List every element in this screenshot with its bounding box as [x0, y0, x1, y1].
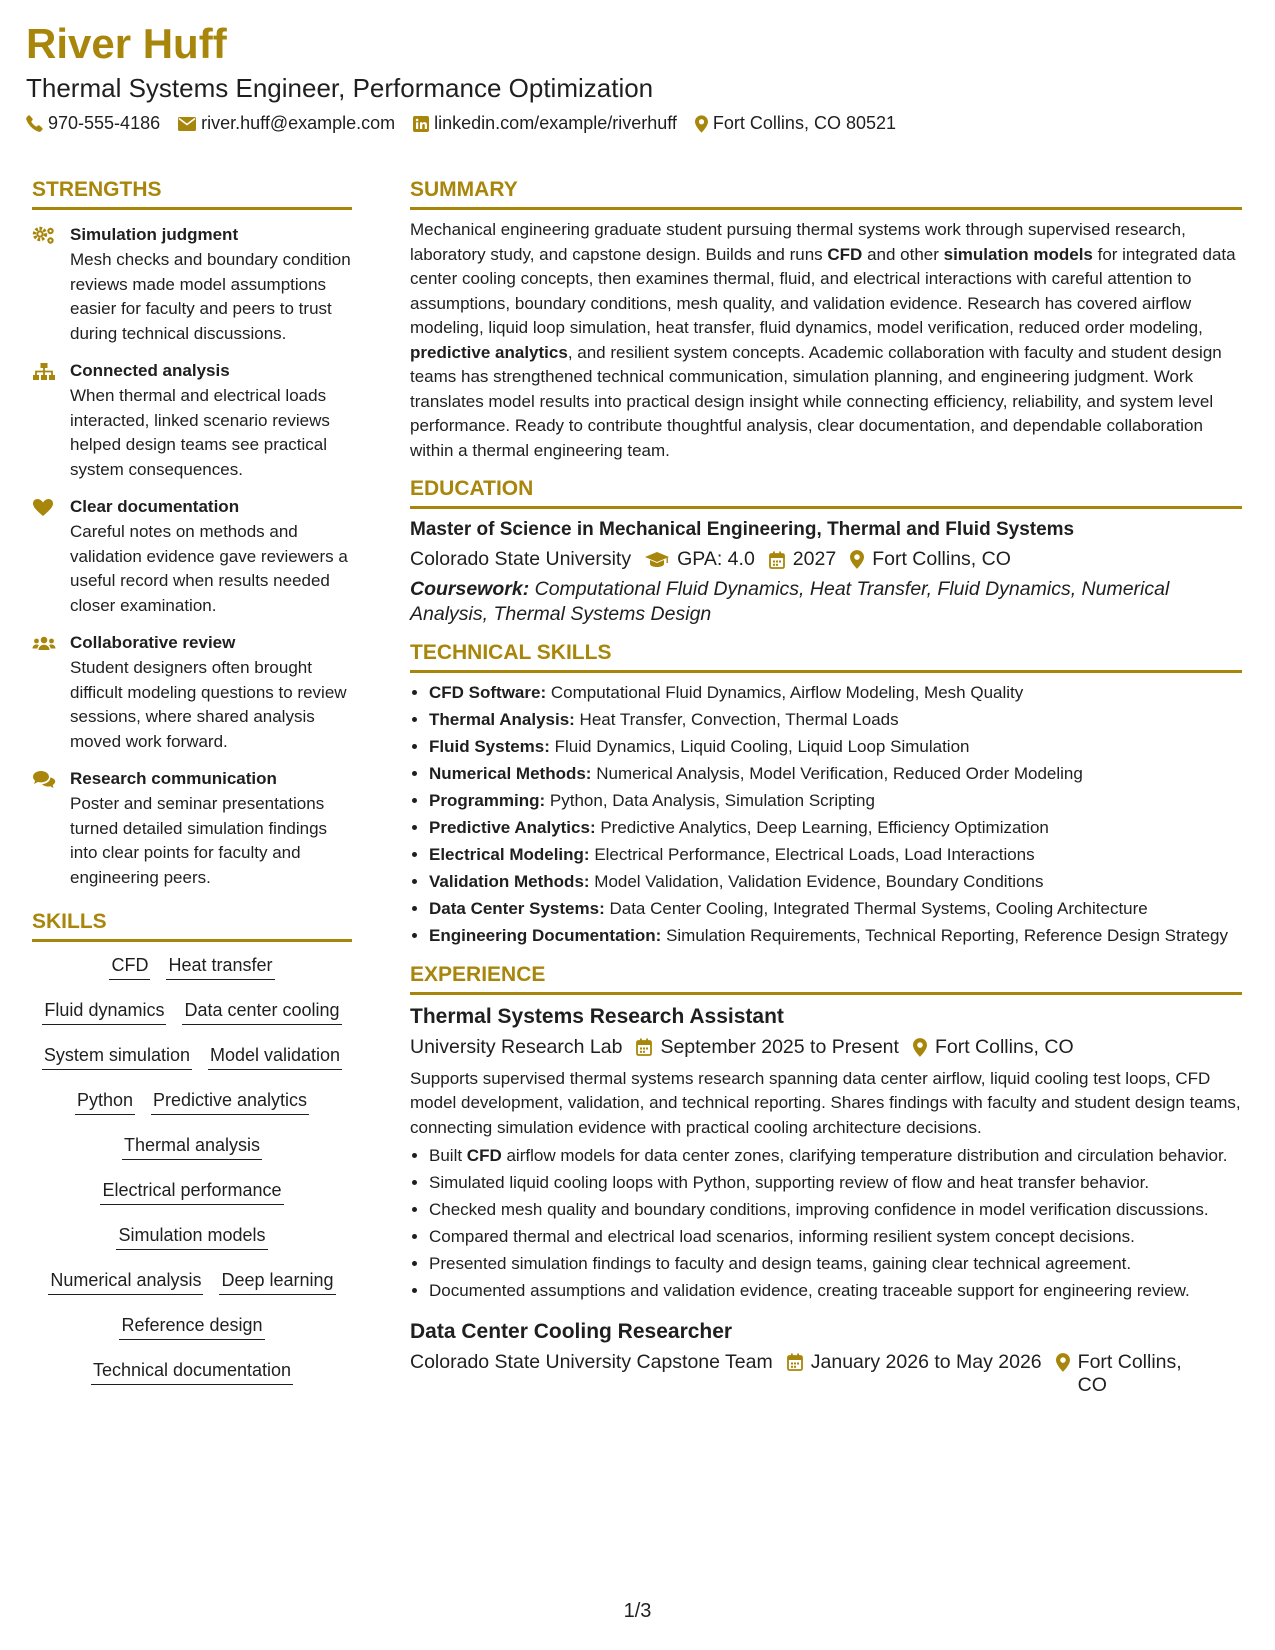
phone-icon [26, 115, 43, 132]
strength-item [32, 768, 352, 890]
graduation-year: 2027 [769, 548, 836, 571]
strength-item [32, 224, 352, 346]
contact-phone[interactable] [26, 113, 160, 134]
list-item: • Compared thermal and electrical load scenarios, informing resilient system concept decisions. [429, 1225, 1242, 1250]
email-text: river.huff@example.com [201, 113, 396, 133]
technical-skills-heading: TECHNICAL SKILLS [410, 641, 1242, 673]
skills-heading: SKILLS [32, 910, 352, 942]
skill-tag: Deep learning [219, 1267, 335, 1295]
right-column [410, 178, 1242, 1397]
map-marker-icon [850, 550, 864, 569]
contact-location [695, 113, 896, 134]
list-item: • Electrical Modeling: Electrical Performance, Electrical Loads, Load Interactions [429, 843, 1242, 868]
job-org: University Research Lab [410, 1035, 623, 1058]
experience-heading: EXPERIENCE [410, 963, 1242, 995]
skill-tag: CFD [109, 952, 150, 980]
strength-text: Careful notes on methods and validation evidence gave reviewers a useful record when results needed closer examination. [70, 522, 348, 615]
job-location: Fort Collins, CO [913, 1036, 1074, 1059]
location-text: Fort Collins, CO 80521 [712, 113, 896, 133]
skill-tag: Simulation models [116, 1222, 267, 1250]
skill-tag: Electrical performance [100, 1177, 283, 1205]
list-item: • Simulated liquid cooling loops with Python, supporting review of flow and heat transfer behavior. [429, 1171, 1242, 1196]
list-item: • Built CFD airflow models for data center zones, clarifying temperature distribution and circulation behavior. [429, 1144, 1242, 1169]
skill-tag: Heat transfer [166, 952, 274, 980]
skill-tag: Python [75, 1087, 135, 1115]
skill-tags [32, 952, 352, 1385]
school-name: Colorado State University [410, 548, 632, 570]
list-item: • Documented assumptions and validation evidence, creating traceable support for engineering review. [429, 1279, 1242, 1304]
list-item: • Engineering Documentation: Simulation Requirements, Technical Reporting, Reference Design Strategy [429, 924, 1242, 949]
list-item: • Presented simulation findings to faculty and design teams, gaining clear technical agreement. [429, 1252, 1242, 1277]
strength-item [32, 360, 352, 482]
skill-tag: Predictive analytics [151, 1087, 309, 1115]
strength-item [32, 496, 352, 618]
page-number: 1/3 [623, 1600, 652, 1622]
job-org: Colorado State University Capstone Team [410, 1350, 773, 1373]
map-marker-icon [695, 115, 708, 133]
users-icon [32, 634, 56, 654]
strengths-heading: STRENGTHS [32, 178, 352, 210]
job-location: Fort Collins, CO [1056, 1351, 1182, 1397]
job-title: Data Center Cooling Researcher [410, 1319, 733, 1343]
linkedin-text: linkedin.com/example/riverhuff [434, 113, 677, 133]
education-heading: EDUCATION [410, 477, 1242, 509]
list-item: • CFD Software: Computational Fluid Dynamics, Airflow Modeling, Mesh Quality [429, 681, 1242, 706]
job-title: Thermal Systems Research Assistant [410, 1004, 784, 1028]
strength-title: Collaborative review [70, 633, 236, 652]
job-dates: September 2025 to Present [636, 1036, 899, 1059]
skill-tag: Fluid dynamics [42, 997, 166, 1025]
map-marker-icon [1056, 1353, 1070, 1372]
comments-icon [32, 770, 56, 790]
skill-tag: Data center cooling [182, 997, 341, 1025]
phone-text: 970-555-4186 [48, 113, 161, 133]
strength-text: Mesh checks and boundary condition reviews made model assumptions easier for faculty and peers to trust during technical discussions. [70, 250, 351, 343]
strength-title: Connected analysis [70, 361, 230, 380]
skill-tag: Model validation [208, 1042, 342, 1070]
education-location: Fort Collins, CO [850, 548, 1011, 571]
contact-bar [26, 113, 914, 134]
heart-icon [32, 498, 56, 518]
gpa: GPA: 4.0 [645, 548, 755, 571]
technical-skills-list [410, 681, 1242, 949]
list-item: • Data Center Systems: Data Center Cooling, Integrated Thermal Systems, Cooling Architecture [429, 897, 1242, 922]
education-meta [410, 548, 1242, 571]
summary-heading: SUMMARY [410, 178, 1242, 210]
strength-text: Student designers often brought difficult modeling questions to review sessions, where shared analysis moved work forward. [70, 658, 347, 751]
job-meta [410, 1351, 1242, 1397]
candidate-name: River Huff [26, 20, 227, 67]
list-item: • Programming: Python, Data Analysis, Simulation Scripting [429, 789, 1242, 814]
graduation-cap-icon [645, 551, 669, 568]
degree-title: Master of Science in Mechanical Engineering, Thermal and Fluid Systems [410, 519, 1075, 540]
list-item: • Checked mesh quality and boundary conditions, improving confidence in model verification discussions. [429, 1198, 1242, 1223]
gears-icon [32, 226, 56, 246]
skill-tag: Technical documentation [91, 1357, 293, 1385]
contact-email[interactable] [178, 113, 395, 134]
envelope-icon [178, 117, 196, 131]
skill-tag: Numerical analysis [48, 1267, 203, 1295]
calendar-icon [769, 551, 785, 569]
job-meta [410, 1036, 1242, 1059]
skill-tag: System simulation [42, 1042, 192, 1070]
list-item: • Fluid Systems: Fluid Dynamics, Liquid Cooling, Liquid Loop Simulation [429, 735, 1242, 760]
job-dates: January 2026 to May 2026 [787, 1351, 1042, 1374]
summary-text: Mechanical engineering graduate student pursuing thermal systems work through supervised research, laboratory study, and capstone design. Builds and runs CFD and other simulation models for integrated data center cooling concepts, then examines thermal, fluid, and electrical interactions with careful attention to assumptions, boundary conditions, mesh quality, and validation evidence. Research has covered airflow modeling, liquid loop simulation, heat transfer, fluid dynamics, model verification, reduced order modeling, predictive analytics, and resilient system concepts. Academic collaboration with faculty and student design teams has strengthened technical communication, simulation planning, and engineering judgment. Work translates model results into practical design insight while connecting efficiency, reliability, and system level performance. Ready to contribute thoughtful analysis, clear documentation, and dependable collaboration within a thermal engineering team. [410, 220, 1236, 460]
strength-title: Simulation judgment [70, 225, 239, 244]
list-item: • Numerical Methods: Numerical Analysis, Model Verification, Reduced Order Modeling [429, 762, 1242, 787]
strength-title: Research communication [70, 769, 277, 788]
strength-title: Clear documentation [70, 497, 240, 516]
linkedin-icon [413, 116, 429, 132]
skill-tag: Thermal analysis [122, 1132, 262, 1160]
list-item: • Thermal Analysis: Heat Transfer, Convection, Thermal Loads [429, 708, 1242, 733]
candidate-title: Thermal Systems Engineer, Performance Optimization [26, 73, 654, 103]
left-column [32, 178, 352, 1385]
job-description: Supports supervised thermal systems research spanning data center airflow, liquid cooling test loops, CFD model development, validation, and technical reporting. Shares findings with faculty and student design teams, connecting simulation evidence with practical cooling architecture decisions. [410, 1068, 1241, 1137]
strength-text: Poster and seminar presentations turned detailed simulation findings into clear points for faculty and engineering peers. [70, 794, 328, 887]
map-marker-icon [913, 1038, 927, 1057]
contact-linkedin[interactable] [413, 113, 677, 134]
coursework: Coursework: Computational Fluid Dynamics, Heat Transfer, Fluid Dynamics, Numerical Analysis, Thermal Systems Design [410, 578, 1170, 625]
list-item: • Predictive Analytics: Predictive Analytics, Deep Learning, Efficiency Optimization [429, 816, 1242, 841]
job-bullets [410, 1144, 1242, 1304]
strength-text: When thermal and electrical loads interacted, linked scenario reviews helped design teams see practical system consequences. [70, 386, 330, 479]
calendar-icon [787, 1353, 803, 1371]
calendar-icon [636, 1038, 652, 1056]
skill-tag: Reference design [119, 1312, 264, 1340]
list-item: • Validation Methods: Model Validation, Validation Evidence, Boundary Conditions [429, 870, 1242, 895]
sitemap-icon [32, 362, 56, 382]
strength-item [32, 632, 352, 754]
